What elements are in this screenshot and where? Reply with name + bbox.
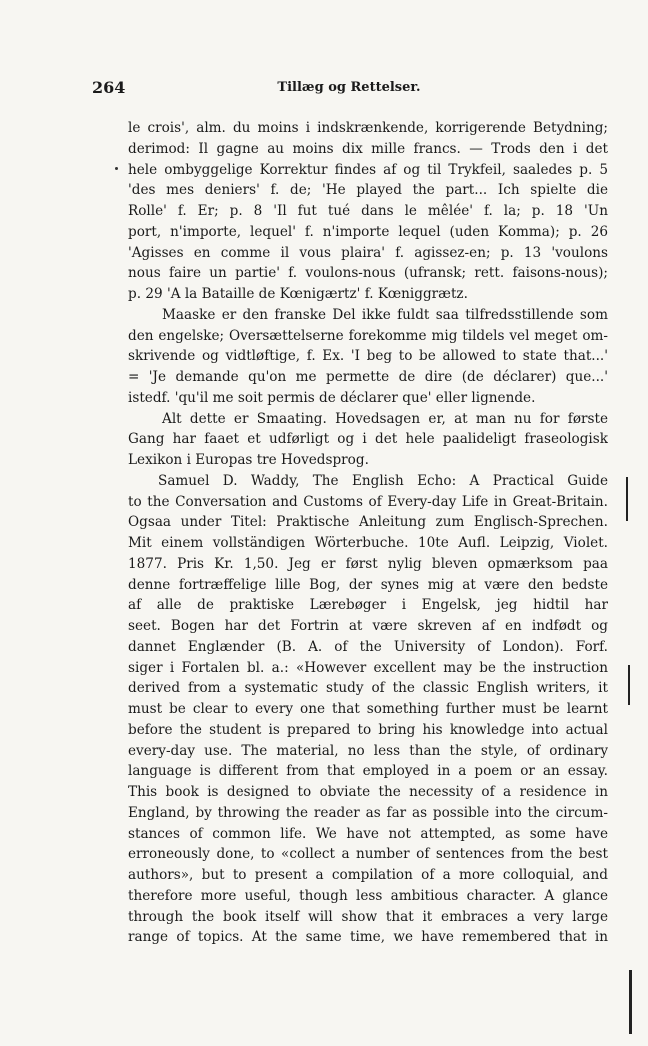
margin-mark <box>626 477 628 521</box>
text-line: Maaske er den franske Del ikke fuldt saa tilfredsstillende som <box>162 306 608 323</box>
text-line: p. 29 'A la Bataille de Kœnigærtz' f. Kœniggrætz. <box>128 286 468 302</box>
text-line: Alt dette er Smaating. Hovedsagen er, at man nu for første <box>162 410 608 427</box>
text-line: stances of common life. We have not attempted, as some have <box>128 825 608 842</box>
text-line: 'Agisses en comme il vous plaira' f. agissez-en; p. 13 'voulons <box>128 244 608 261</box>
text-line: af alle de praktiske Lærebøger i Engelsk, jeg hidtil har <box>128 597 608 614</box>
margin-mark <box>629 970 632 1034</box>
text-line: before the student is prepared to bring his knowledge into actual <box>128 721 608 738</box>
text-line: England, by throwing the reader as far as possible into the circum- <box>128 804 608 821</box>
text-line: Samuel D. Waddy, The English Echo: A Practical Guide <box>158 472 608 489</box>
text-line: le crois', alm. du moins i indskrænkende, korrigerende Betydning; <box>128 120 608 136</box>
text-line: to the Conversation and Customs of Every-day Life in Great-Britain. <box>128 493 608 510</box>
text-line: dannet Englænder (B. A. of the University of London). Forf. <box>128 638 608 655</box>
text-line: This book is designed to obviate the necessity of a residence in <box>128 784 608 800</box>
page-header <box>92 78 606 100</box>
margin-dot <box>115 167 118 170</box>
body-text <box>128 118 608 948</box>
text-line: port, n'importe, lequel' f. n'importe lequel (uden Komma); p. 26 <box>128 223 608 240</box>
text-line: den engelske; Oversættelserne forekomme mig tildels vel meget om- <box>128 327 608 344</box>
text-line: every-day use. The material, no less than the style, of ordinary <box>128 742 608 759</box>
text-line: Mit einem vollständigen Wörterbuche. 10te Aufl. Leipzig, Violet. <box>128 535 608 551</box>
text-line: therefore more useful, though less ambitious character. A glance <box>128 887 608 904</box>
margin-mark <box>628 665 630 705</box>
text-line: language is different from that employed in a poem or an essay. <box>128 763 608 780</box>
text-line: authors», but to present a compilation of a more colloquial, and <box>128 867 608 883</box>
text-line: 'des mes deniers' f. de; 'He played the part... Ich spielte die <box>128 182 608 199</box>
text-line: Lexikon i Europas tre Hovedsprog. <box>128 452 369 468</box>
text-line: derimod: Il gagne au moins dix mille francs. — Trods den i det <box>128 140 608 157</box>
text-line: istedf. 'qu'il me soit permis de déclarer que' eller lignende. <box>128 389 536 406</box>
text-line: derived from a systematic study of the classic English writers, it <box>128 680 608 697</box>
page-number: 264 <box>92 78 126 97</box>
text-line: Ogsaa under Titel: Praktische Anleitung zum Englisch-Sprechen. <box>128 514 608 531</box>
text-line: seet. Bogen har det Fortrin at være skreven af en indfødt og <box>128 618 608 634</box>
running-title: Tillæg og Rettelser. <box>277 80 421 95</box>
text-line: through the book itself will show that it embraces a very large <box>128 908 608 925</box>
text-line: denne fortræffelige lille Bog, der synes mig at være den bedste <box>128 576 608 593</box>
text-line: 1877. Pris Kr. 1,50. Jeg er først nylig bleven opmærksom paa <box>128 555 608 572</box>
text-line: nous faire un partie' f. voulons-nous (ufransk; rett. faisons-nous); <box>128 265 608 282</box>
text-line: erroneously done, to «collect a number of sentences from the best <box>128 846 608 863</box>
text-line: Gang har faaet et udførligt og i det hele paalideligt fraseologisk <box>128 431 608 448</box>
text-line: must be clear to every one that something further must be learnt <box>128 701 608 717</box>
text-line: skrivende og vidtløftige, f. Ex. 'I beg to be allowed to state that...' <box>128 348 608 365</box>
text-line: siger i Fortalen bl. a.: «However excellent may be the instruction <box>128 659 608 676</box>
text-line: Rolle' f. Er; p. 8 'Il fut tué dans le mêlée' f. la; p. 18 'Un <box>128 203 608 219</box>
text-line: range of topics. At the same time, we have remembered that in <box>128 929 608 946</box>
text-line: = 'Je demande qu'on me permette de dire (de déclarer) que...' <box>128 369 608 385</box>
text-line: hele ombyggelige Korrektur findes af og til Trykfeil, saaledes p. 5 <box>128 161 608 178</box>
